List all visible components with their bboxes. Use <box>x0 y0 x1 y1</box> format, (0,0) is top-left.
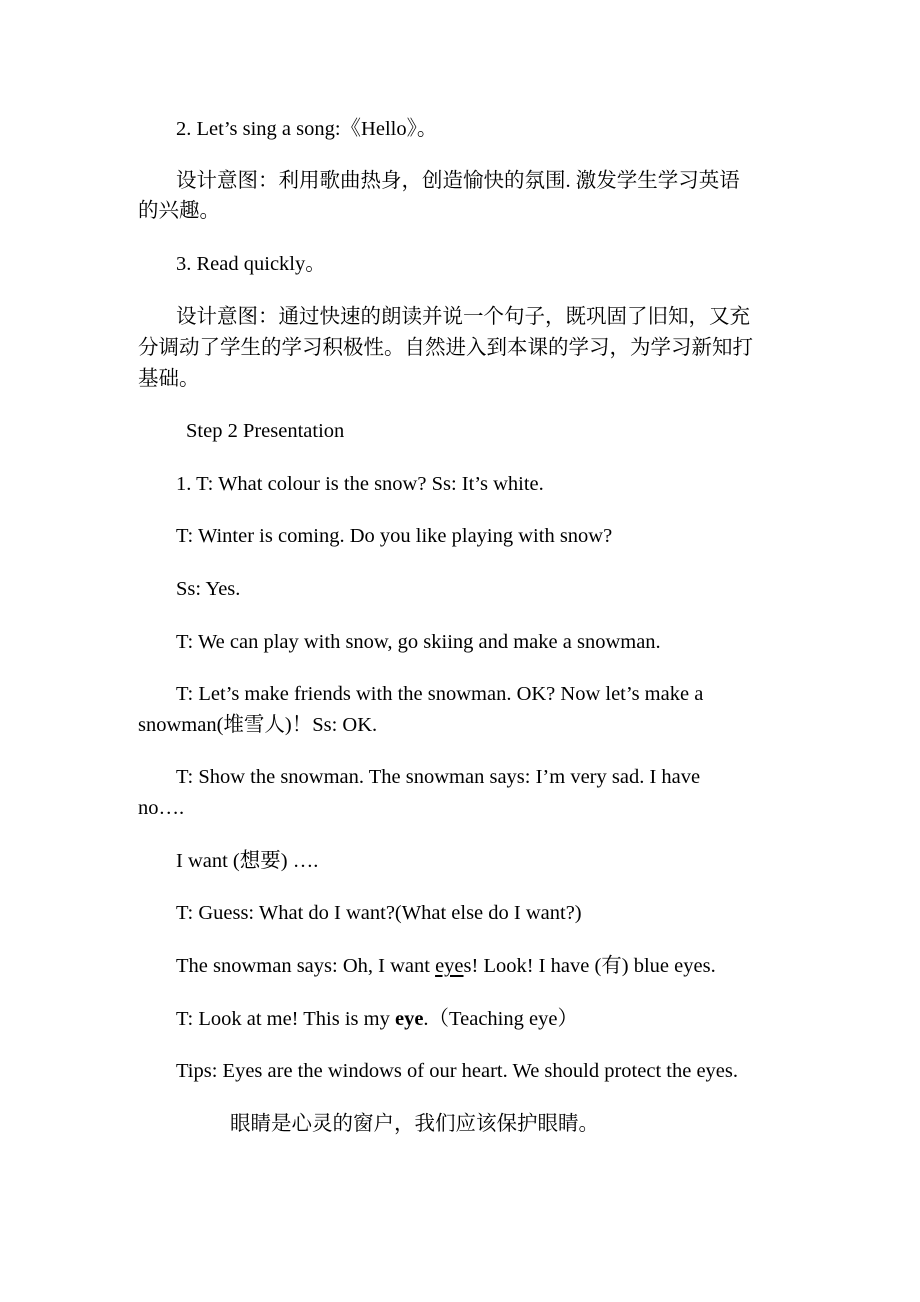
design-intent-2-line-2: 分调动了学生的学习积极性。自然进入到本课的学习，为学习新知打 <box>138 337 753 359</box>
song-step: 2. Let’s sing a song:《Hello》。 <box>176 118 438 140</box>
dialogue-line-make-friends-2: snowman(堆雪人)！Ss: OK. <box>138 714 378 736</box>
read-quickly-step: 3. Read quickly。 <box>176 253 326 275</box>
design-intent-1-line-1: 设计意图：利用歌曲热身，创造愉快的氛围. 激发学生学习英语 <box>176 170 740 192</box>
dialogue-line-winter: T: Winter is coming. Do you like playing with snow? <box>176 525 613 547</box>
look-text-after: .（Teaching eye） <box>423 1008 578 1030</box>
dialogue-line-snow-colour: 1. T: What colour is the snow? Ss: It’s white. <box>176 473 544 495</box>
dialogue-line-yes: Ss: Yes. <box>176 578 241 600</box>
underlined-word-eye: eye <box>435 955 464 977</box>
tips-translation-line: 眼睛是心灵的窗户，我们应该保护眼睛。 <box>230 1113 599 1135</box>
dialogue-line-make-friends-1: T: Let’s make friends with the snowman. OK? Now let’s make a <box>176 683 704 705</box>
dialogue-line-show-snowman-1: T: Show the snowman. The snowman says: I’m very sad. I have <box>176 766 701 788</box>
dialogue-line-guess: T: Guess: What do I want?(What else do I want?) <box>176 902 582 924</box>
dialogue-line-i-want: I want (想要) …. <box>176 850 319 872</box>
look-text-before: T: Look at me! This is my <box>176 1008 395 1030</box>
dialogue-line-look-at-me <box>176 1004 578 1035</box>
design-intent-2-line-1: 设计意图：通过快速的朗读并说一个句子，既巩固了旧知，又充 <box>176 306 750 328</box>
dialogue-line-play-snow: T: We can play with snow, go skiing and make a snowman. <box>176 631 661 653</box>
tips-line: Tips: Eyes are the windows of our heart. We should protect the eyes. <box>176 1060 738 1082</box>
bold-word-eye: eye <box>394 1008 424 1030</box>
section-heading: Step 2 Presentation <box>186 420 345 442</box>
dialogue-line-snowman-eyes <box>176 951 716 982</box>
snowman-eyes-text-after: s! Look! I have (有) blue eyes. <box>463 955 716 977</box>
design-intent-1-line-2: 的兴趣。 <box>138 200 220 222</box>
snowman-eyes-text-before: The snowman says: Oh, I want <box>176 955 436 977</box>
dialogue-line-show-snowman-2: no…. <box>138 797 185 819</box>
design-intent-2-line-3: 基础。 <box>138 368 200 390</box>
